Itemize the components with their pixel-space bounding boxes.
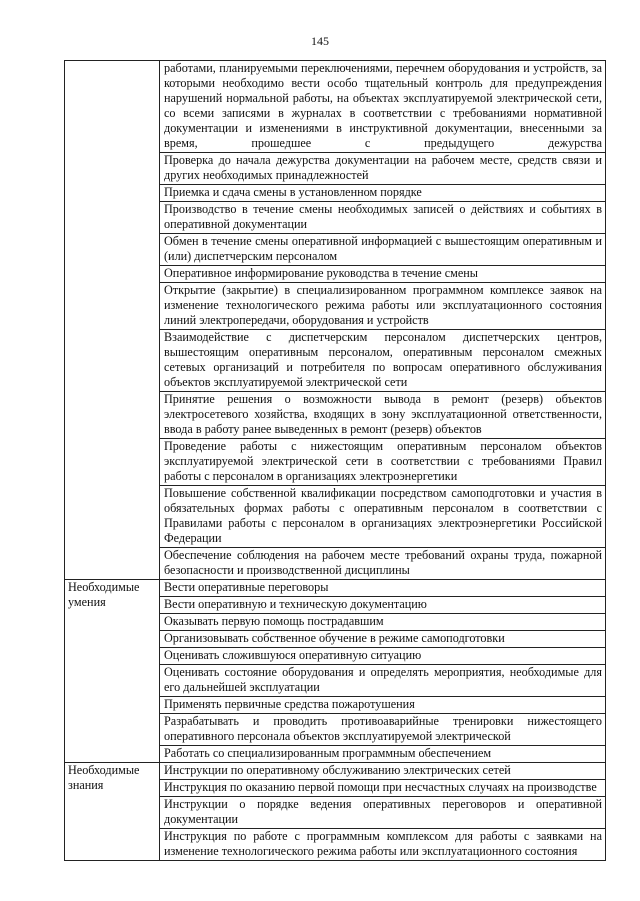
list-item: Повышение собственной квалификации посредством самоподготовки и участия в обязательных формах работы с оперативным персоналом в соответствии с Правилами работы с персоналом в организациях электроэнергетики Российской Федерации [160, 486, 606, 548]
list-item: Оперативное информирование руководства в течение смены [160, 266, 606, 283]
list-item: Оценивать сложившуюся оперативную ситуацию [160, 648, 606, 665]
list-item: Проверка до начала дежурства документации на рабочем месте, средств связи и других необходимых принадлежностей [160, 153, 606, 185]
list-item: Принятие решения о возможности вывода в ремонт (резерв) объектов электросетевого хозяйства, входящих в зону эксплуатационной ответственности, ввода в работу ранее выведенных в ремонт (резерв) объектов [160, 392, 606, 439]
list-item: Работать со специализированным программным обеспечением [160, 746, 606, 763]
section-label-knowledge: Необходимые знания [65, 763, 160, 861]
list-item: Проведение работы с нижестоящим оперативным персоналом объектов эксплуатируемой электрической сети в соответствии с требованиями Правил работы с персоналом в организациях электроэнергетики [160, 439, 606, 486]
table-row [65, 61, 606, 153]
list-item: Инструкции о порядке ведения оперативных переговоров и оперативной документации [160, 797, 606, 829]
list-item: Применять первичные средства пожаротушения [160, 697, 606, 714]
list-item: Взаимодействие с диспетчерским персоналом диспетчерских центров, вышестоящим оперативным персоналом, оперативным персоналом смежных сетевых организаций и потребителя по вопросам оперативного обслуживания объектов эксплуатируемой электрической сети [160, 330, 606, 392]
list-item: работами, планируемыми переключениями, перечнем оборудования и устройств, за которыми необходимо вести особо тщательный контроль для предупреждения нарушений нормальной работы, на объектах эксплуатируемой электрической сети, со всеми записями в журналах в соответствии с требованиями нормативной документации и изменениями в инструктивной документации, внесенными за время, прошедшее с предыдущего дежурства [160, 61, 606, 153]
list-item: Вести оперативные переговоры [160, 580, 606, 597]
table-row [65, 580, 606, 597]
list-item: Разрабатывать и проводить противоаварийные тренировки нижестоящего оперативного персонала объектов эксплуатируемой электрической [160, 714, 606, 746]
list-item: Инструкция по оказанию первой помощи при несчастных случаях на производстве [160, 780, 606, 797]
list-item: Инструкции по оперативному обслуживанию электрических сетей [160, 763, 606, 780]
requirements-table [64, 60, 606, 861]
list-item: Приемка и сдача смены в установленном порядке [160, 185, 606, 202]
list-item: Организовывать собственное обучение в режиме самоподготовки [160, 631, 606, 648]
list-item: Инструкция по работе с программным комплексом для работы с заявками на изменение технологического режима работы или эксплуатационного состояния [160, 829, 606, 861]
section-label-skills: Необходимые умения [65, 580, 160, 763]
page-number: 145 [311, 34, 329, 48]
list-item: Оценивать состояние оборудования и определять мероприятия, необходимые для его дальнейшей эксплуатации [160, 665, 606, 697]
list-item: Обеспечение соблюдения на рабочем месте требований охраны труда, пожарной безопасности и производственной дисциплины [160, 548, 606, 580]
list-item: Оказывать первую помощь пострадавшим [160, 614, 606, 631]
list-item: Открытие (закрытие) в специализированном программном комплексе заявок на изменение технологического режима работы или эксплуатационного состояния линий электропередачи, оборудования и устройств [160, 283, 606, 330]
table-row [65, 763, 606, 780]
list-item: Производство в течение смены необходимых записей о действиях и событиях в оперативной документации [160, 202, 606, 234]
empty-label-cell [65, 61, 160, 580]
list-item: Обмен в течение смены оперативной информацией с вышестоящим оперативным и (или) диспетчерским персоналом [160, 234, 606, 266]
list-item: Вести оперативную и техническую документацию [160, 597, 606, 614]
